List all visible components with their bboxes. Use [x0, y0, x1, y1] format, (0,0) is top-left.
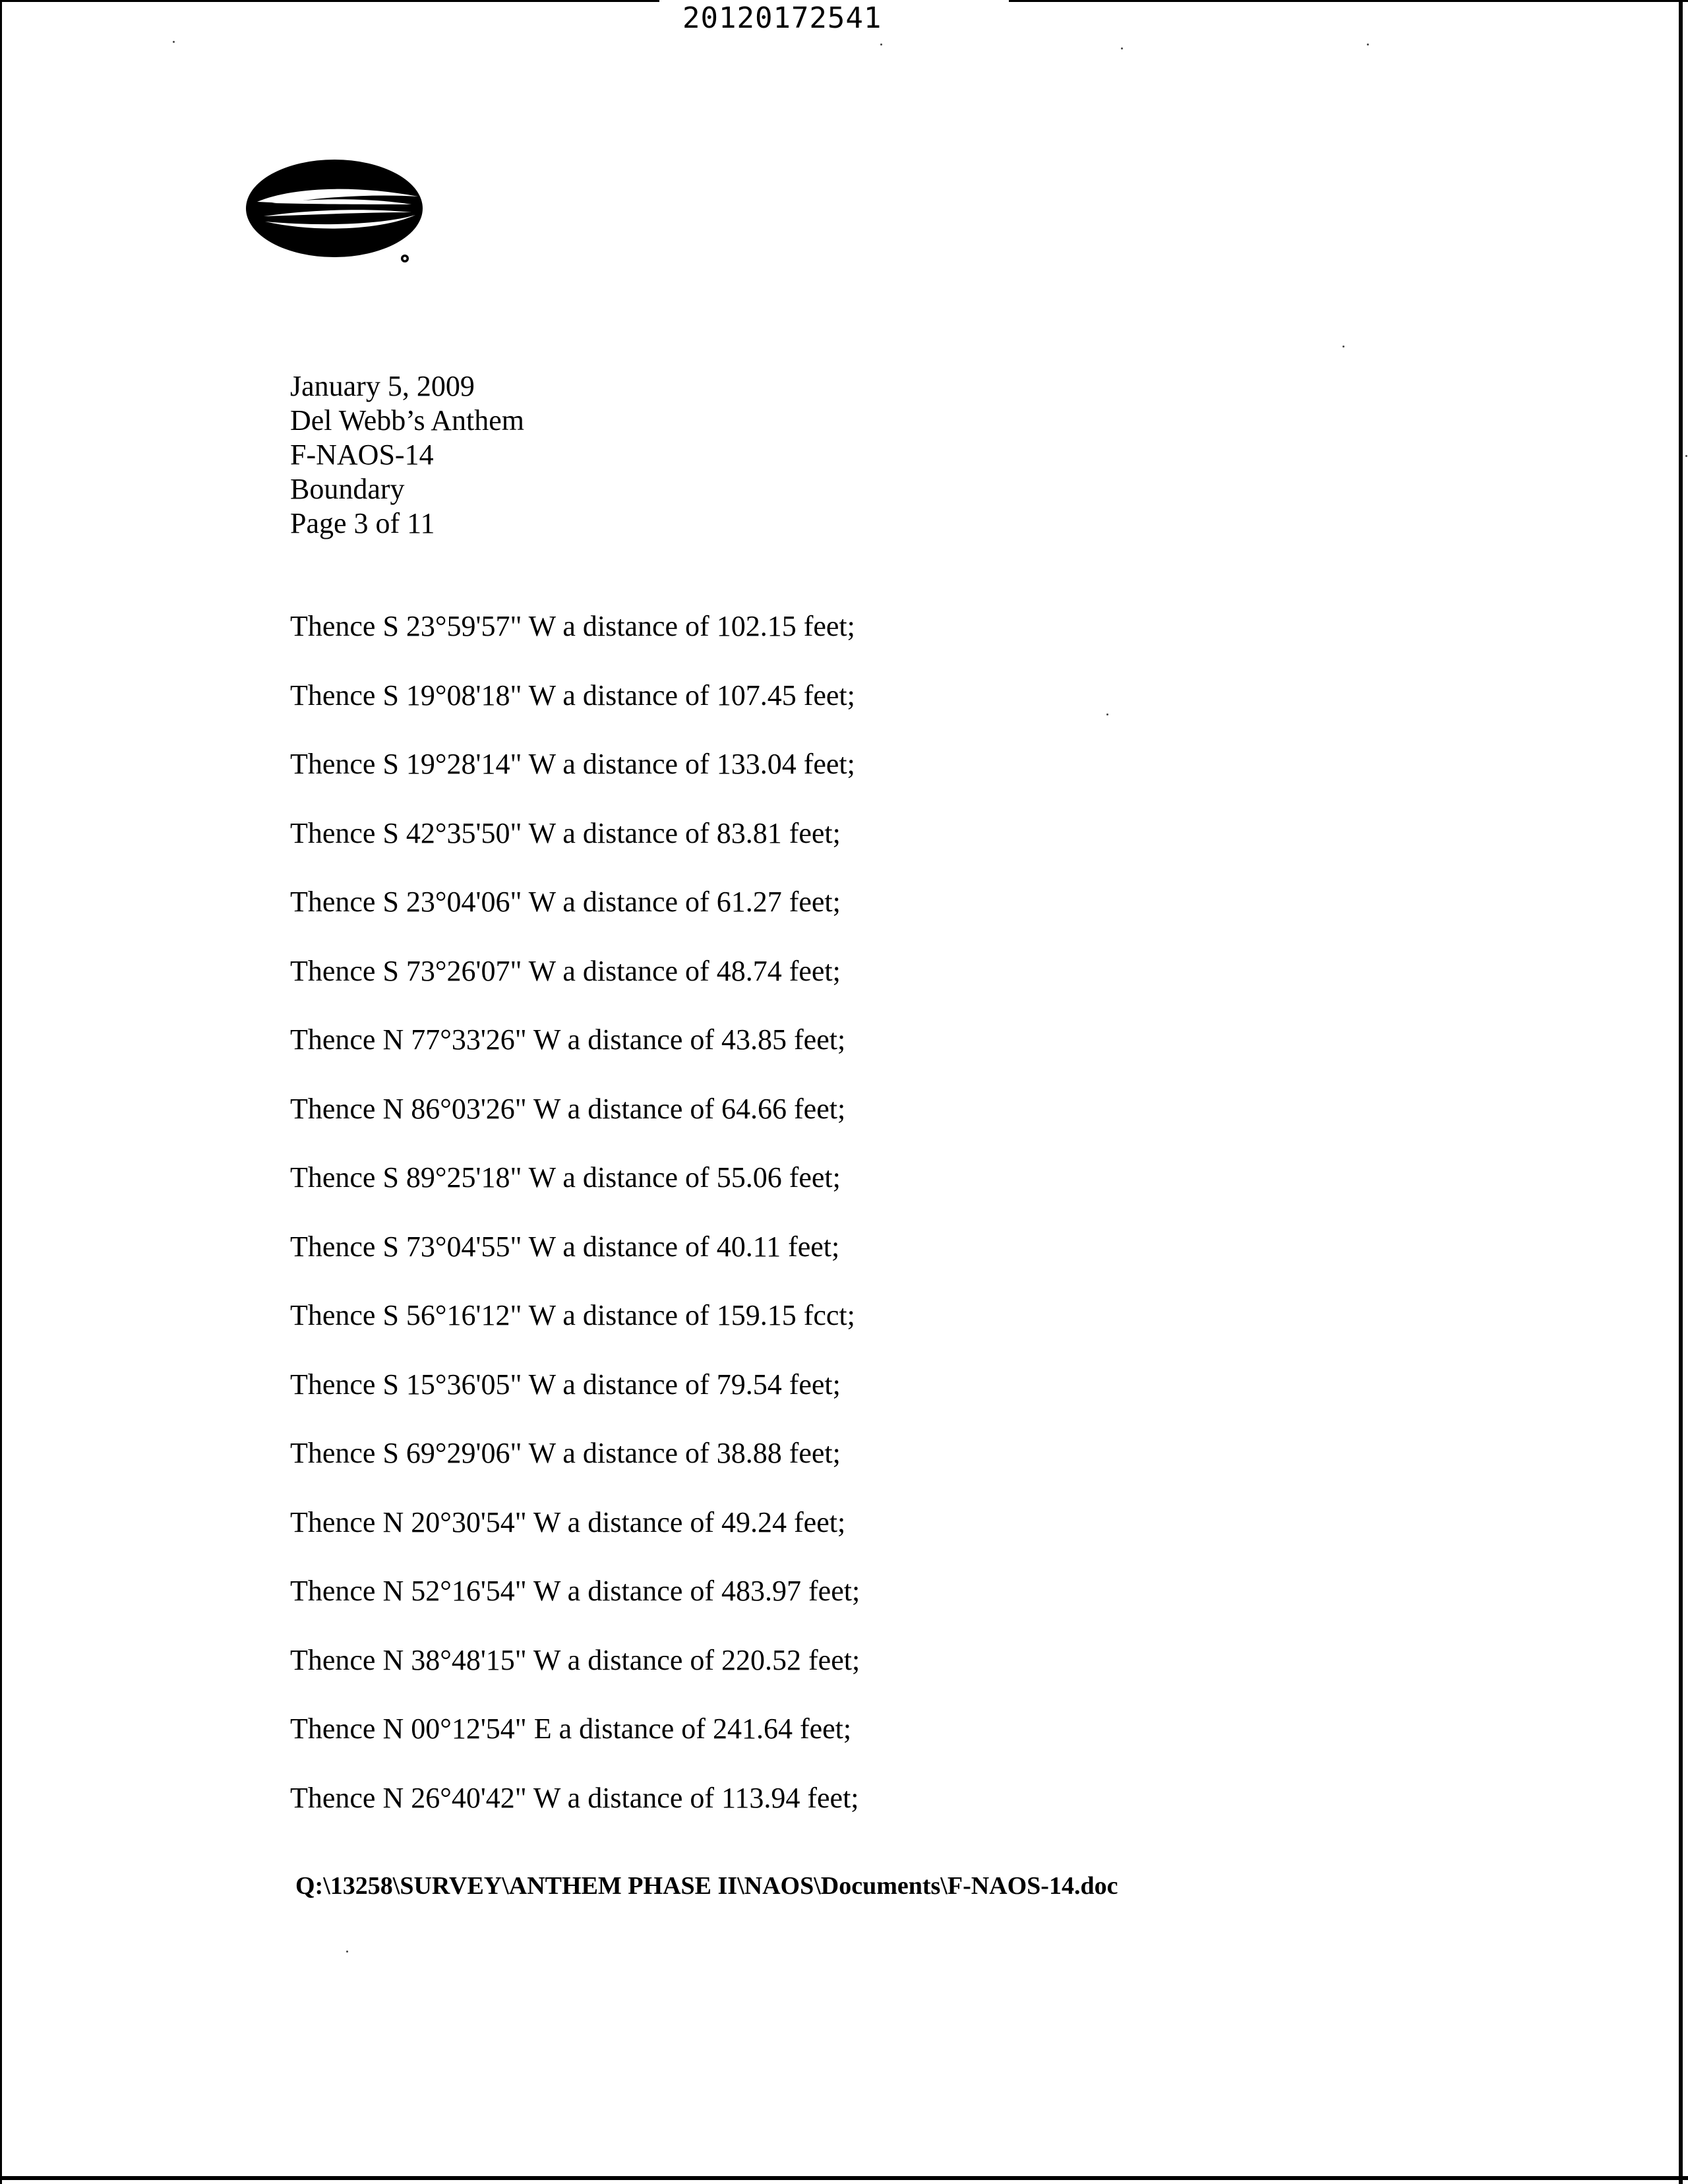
- course-line: Thence N 38°48'15" W a distance of 220.52 feet;: [290, 1643, 860, 1676]
- scan-border-right: [1679, 0, 1683, 2184]
- scan-speck: [1367, 44, 1369, 46]
- scan-speck: [1342, 346, 1344, 348]
- scan-speck: [346, 1951, 348, 1953]
- document-header: [290, 369, 524, 541]
- course-line: Thence S 56°16'12" W a distance of 159.15 fcct;: [290, 1299, 855, 1331]
- scan-speck: [1685, 455, 1687, 457]
- scan-speck: [880, 44, 882, 46]
- scan-border-left: [0, 0, 2, 2184]
- page-number: Page 3 of 11: [290, 507, 435, 539]
- company-logo-icon: [245, 156, 430, 268]
- description: Boundary: [290, 473, 405, 505]
- scan-speck: [1106, 713, 1108, 715]
- document-date: January 5, 2009: [290, 370, 475, 402]
- course-line: Thence N 52°16'54" W a distance of 483.97 feet;: [290, 1575, 860, 1607]
- scan-speck: [173, 41, 175, 43]
- course-line: Thence S 42°35'50" W a distance of 83.81 feet;: [290, 816, 841, 849]
- scan-border-top-left: [0, 0, 659, 2]
- project-name: Del Webb’s Anthem: [290, 404, 524, 437]
- scan-speck: [1121, 47, 1123, 49]
- course-line: Thence N 26°40'42" W a distance of 113.94 feet;: [290, 1781, 859, 1814]
- course-line: Thence S 69°29'06" W a distance of 38.88 feet;: [290, 1437, 841, 1469]
- file-path: Q:\13258\SURVEY\ANTHEM PHASE II\NAOS\Documents\F-NAOS-14.doc: [295, 1872, 1118, 1900]
- course-line: Thence S 73°04'55" W a distance of 40.11 feet;: [290, 1230, 840, 1263]
- course-line: Thence S 89°25'18" W a distance of 55.06 feet;: [290, 1161, 841, 1194]
- scan-border-top-right: [1009, 0, 1688, 2]
- recording-number: 20120172541: [682, 1, 882, 35]
- course-line: Thence S 23°59'57" W a distance of 102.15 feet;: [290, 610, 855, 642]
- course-line: Thence N 20°30'54" W a distance of 49.24 feet;: [290, 1505, 846, 1538]
- boundary-courses: [290, 609, 860, 1850]
- course-line: Thence N 77°33'26" W a distance of 43.85 feet;: [290, 1023, 846, 1056]
- course-line: Thence N 00°12'54" E a distance of 241.64 feet;: [290, 1713, 852, 1745]
- course-line: Thence S 23°04'06" W a distance of 61.27 feet;: [290, 886, 841, 918]
- course-line: Thence S 15°36'05" W a distance of 79.54 feet;: [290, 1368, 841, 1401]
- course-line: Thence S 73°26'07" W a distance of 48.74 feet;: [290, 954, 841, 987]
- parcel-id: F-NAOS-14: [290, 439, 434, 471]
- course-line: Thence S 19°28'14" W a distance of 133.04 feet;: [290, 748, 855, 780]
- course-line: Thence N 86°03'26" W a distance of 64.66 feet;: [290, 1092, 846, 1125]
- course-line: Thence S 19°08'18" W a distance of 107.45 feet;: [290, 679, 855, 712]
- scan-border-bottom: [0, 2176, 1688, 2180]
